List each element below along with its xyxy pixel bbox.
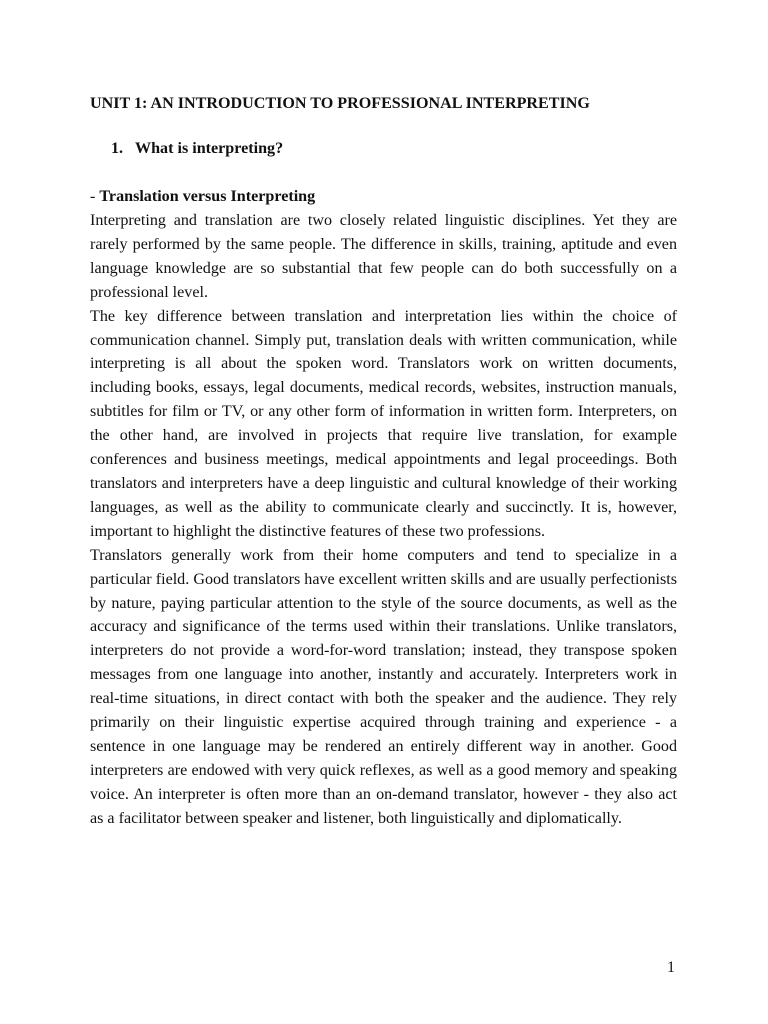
page-content bbox=[90, 94, 677, 831]
sub-heading bbox=[90, 185, 677, 209]
page-number: 1 bbox=[667, 959, 675, 976]
unit-title: UNIT 1: AN INTRODUCTION TO PROFESSIONAL INTERPRETING bbox=[90, 95, 590, 112]
paragraph-1: Interpreting and translation are two closely related linguistic disciplines. Yet they are rarely performed by the same people. The difference in skills, training, aptitude and even language knowledge are so substantial that few people can do both successfully on a professional level. bbox=[90, 212, 677, 301]
section-title: What is interpreting? bbox=[135, 140, 284, 157]
sub-heading-prefix: - bbox=[90, 188, 100, 205]
paragraph-3: Translators generally work from their home computers and tend to specialize in a particular field. Good translators have excellent written skills and are usually perfectionists by nature, paying particular attention to the style of the source documents, as well as the accuracy and significance of the terms used within their translations. Unlike translators, interpreters do not provide a word-for-word translation; instead, they transpose spoken messages from one language into another, instantly and accurately. Interpreters work in real-time situations, in direct contact with both the speaker and the audience. They rely primarily on their linguistic expertise acquired through training and experience - a sentence in one language may be rendered an entirely different way in another. Good interpreters are endowed with very quick reflexes, as well as a good memory and speaking voice. An interpreter is often more than an on-demand translator, however - they also act as a facilitator between speaker and listener, both linguistically and diplomatically. bbox=[90, 546, 677, 827]
section-number: 1. bbox=[111, 140, 124, 157]
sub-heading-title: Translation versus Interpreting bbox=[99, 188, 316, 205]
paragraph-2: The key difference between translation and interpretation lies within the choice of communication channel. Simply put, translation deals with written communication, while interpreting is all about the spoken word. Translators work on written documents, including books, essays, legal documents, medical records, websites, instruction manuals, subtitles for film or TV, or any other form of information in written form. Interpreters, on the other hand, are involved in projects that require live translation, for example conferences and business meetings, medical appointments and legal proceedings. Both translators and interpreters have a deep linguistic and cultural knowledge of their working languages, as well as the ability to communicate clearly and succinctly. It is, however, important to highlight the distinctive features of these two professions. bbox=[90, 307, 677, 540]
section-heading bbox=[90, 139, 677, 159]
